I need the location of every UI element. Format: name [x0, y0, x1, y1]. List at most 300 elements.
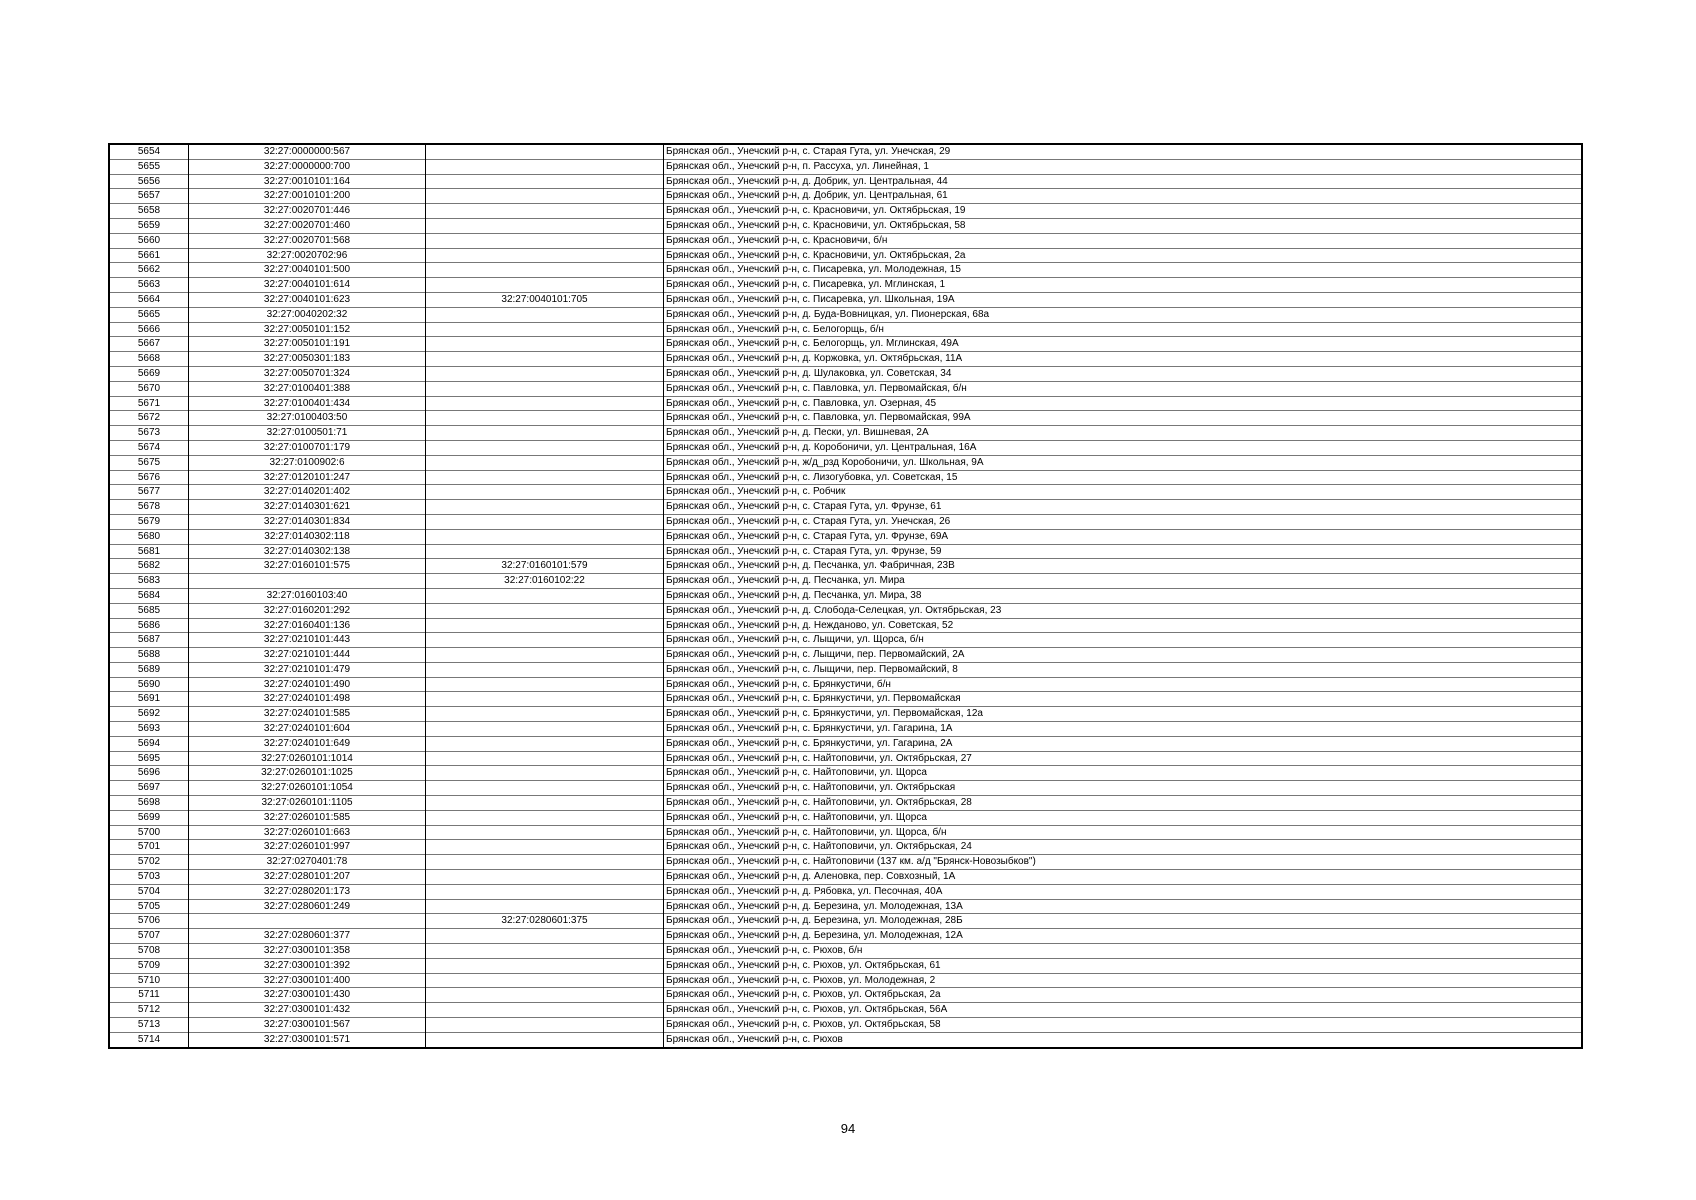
cadastral-number-cell: 32:27:0260101:1054: [189, 781, 426, 796]
table-row: [109, 796, 1582, 811]
table-row: [109, 218, 1582, 233]
cadastral-number-cell: 32:27:0140302:138: [189, 544, 426, 559]
cadastral-number-cell: 32:27:0140201:402: [189, 485, 426, 500]
cadastral-number-cell: 32:27:0010101:200: [189, 189, 426, 204]
row-number-cell: 5698: [109, 796, 189, 811]
address-cell: Брянская обл., Унечский р-н, д. Слобода-Селецкая, ул. Октябрьская, 23: [664, 603, 1583, 618]
address-cell: Брянская обл., Унечский р-н, с. Рюхов: [664, 1032, 1583, 1047]
table-row: [109, 648, 1582, 663]
related-cadastral-number-cell: [426, 766, 664, 781]
cadastral-number-cell: 32:27:0300101:358: [189, 944, 426, 959]
row-number-cell: 5669: [109, 366, 189, 381]
address-cell: Брянская обл., Унечский р-н, с. Найтоповичи, ул. Щорса: [664, 810, 1583, 825]
row-number-cell: 5686: [109, 618, 189, 633]
related-cadastral-number-cell: [426, 189, 664, 204]
row-number-cell: 5683: [109, 574, 189, 589]
table-row: [109, 899, 1582, 914]
table-row: [109, 322, 1582, 337]
related-cadastral-number-cell: [426, 544, 664, 559]
address-cell: Брянская обл., Унечский р-н, с. Рюхов, ул. Октябрьская, 2а: [664, 988, 1583, 1003]
address-cell: Брянская обл., Унечский р-н, с. Брянкустичи, ул. Гагарина, 1А: [664, 722, 1583, 737]
table-row: [109, 544, 1582, 559]
address-cell: Брянская обл., Унечский р-н, д. Пески, ул. Вишневая, 2А: [664, 426, 1583, 441]
cadastral-number-cell: 32:27:0100403:50: [189, 411, 426, 426]
address-cell: Брянская обл., Унечский р-н, д. Добрик, ул. Центральная, 61: [664, 189, 1583, 204]
row-number-cell: 5710: [109, 973, 189, 988]
address-cell: Брянская обл., Унечский р-н, с. Лизогубовка, ул. Советская, 15: [664, 470, 1583, 485]
table-row: [109, 781, 1582, 796]
row-number-cell: 5665: [109, 307, 189, 322]
cadastral-number-cell: 32:27:0240101:604: [189, 722, 426, 737]
address-cell: Брянская обл., Унечский р-н, с. Брянкустичи, ул. Гагарина, 2А: [664, 736, 1583, 751]
row-number-cell: 5695: [109, 751, 189, 766]
related-cadastral-number-cell: [426, 929, 664, 944]
row-number-cell: 5656: [109, 174, 189, 189]
related-cadastral-number-cell: [426, 944, 664, 959]
row-number-cell: 5684: [109, 588, 189, 603]
cadastral-number-cell: 32:27:0050101:152: [189, 322, 426, 337]
related-cadastral-number-cell: [426, 426, 664, 441]
cadastral-number-cell: [189, 914, 426, 929]
address-cell: Брянская обл., Унечский р-н, с. Павловка, ул. Первомайская, б/н: [664, 381, 1583, 396]
address-cell: Брянская обл., Унечский р-н, с. Найтоповичи, ул. Октябрьская, 27: [664, 751, 1583, 766]
row-number-cell: 5708: [109, 944, 189, 959]
row-number-cell: 5677: [109, 485, 189, 500]
row-number-cell: 5685: [109, 603, 189, 618]
cadastral-number-cell: 32:27:0140301:834: [189, 514, 426, 529]
cadastral-number-cell: [189, 574, 426, 589]
cadastral-number-cell: 32:27:0140301:621: [189, 500, 426, 515]
cadastral-number-cell: 32:27:0210101:479: [189, 662, 426, 677]
row-number-cell: 5671: [109, 396, 189, 411]
cadastral-number-cell: 32:27:0240101:490: [189, 677, 426, 692]
address-cell: Брянская обл., Унечский р-н, с. Найтоповичи, ул. Щорса, б/н: [664, 825, 1583, 840]
row-number-cell: 5701: [109, 840, 189, 855]
related-cadastral-number-cell: [426, 973, 664, 988]
address-cell: Брянская обл., Унечский р-н, с. Павловка, ул. Озерная, 45: [664, 396, 1583, 411]
address-cell: Брянская обл., Унечский р-н, с. Лыщичи, пер. Первомайский, 2А: [664, 648, 1583, 663]
row-number-cell: 5709: [109, 958, 189, 973]
address-cell: Брянская обл., Унечский р-н, с. Брянкустичи, ул. Первомайская, 12а: [664, 707, 1583, 722]
table-row: [109, 307, 1582, 322]
related-cadastral-number-cell: [426, 1003, 664, 1018]
address-cell: Брянская обл., Унечский р-н, д. Песчанка, ул. Мира, 38: [664, 588, 1583, 603]
related-cadastral-number-cell: [426, 204, 664, 219]
related-cadastral-number-cell: [426, 263, 664, 278]
table-row: [109, 855, 1582, 870]
cadastral-number-cell: 32:27:0260101:1014: [189, 751, 426, 766]
related-cadastral-number-cell: [426, 662, 664, 677]
related-cadastral-number-cell: [426, 233, 664, 248]
related-cadastral-number-cell: [426, 633, 664, 648]
related-cadastral-number-cell: [426, 307, 664, 322]
cadastral-number-cell: 32:27:0000000:567: [189, 144, 426, 159]
cadastral-number-cell: 32:27:0160103:40: [189, 588, 426, 603]
cadastral-number-cell: 32:27:0300101:567: [189, 1018, 426, 1033]
cadastral-number-cell: 32:27:0020702:96: [189, 248, 426, 263]
address-cell: Брянская обл., Унечский р-н, д. Коржовка, ул. Октябрьская, 11А: [664, 352, 1583, 367]
cadastral-number-cell: 32:27:0020701:446: [189, 204, 426, 219]
address-cell: Брянская обл., Унечский р-н, д. Добрик, ул. Центральная, 44: [664, 174, 1583, 189]
related-cadastral-number-cell: [426, 174, 664, 189]
address-cell: Брянская обл., Унечский р-н, с. Писаревка, ул. Молодежная, 15: [664, 263, 1583, 278]
row-number-cell: 5700: [109, 825, 189, 840]
cadastral-number-cell: 32:27:0100401:434: [189, 396, 426, 411]
row-number-cell: 5673: [109, 426, 189, 441]
row-number-cell: 5675: [109, 455, 189, 470]
row-number-cell: 5662: [109, 263, 189, 278]
related-cadastral-number-cell: [426, 218, 664, 233]
table-row: [109, 455, 1582, 470]
related-cadastral-number-cell: [426, 958, 664, 973]
related-cadastral-number-cell: [426, 455, 664, 470]
related-cadastral-number-cell: [426, 588, 664, 603]
row-number-cell: 5678: [109, 500, 189, 515]
table-row: [109, 174, 1582, 189]
cadastral-number-cell: 32:27:0050701:324: [189, 366, 426, 381]
cadastral-number-cell: 32:27:0280601:249: [189, 899, 426, 914]
cadastral-number-cell: 32:27:0040101:623: [189, 292, 426, 307]
related-cadastral-number-cell: 32:27:0160101:579: [426, 559, 664, 574]
address-cell: Брянская обл., Унечский р-н, с. Брянкустичи, ул. Первомайская: [664, 692, 1583, 707]
table-row: [109, 603, 1582, 618]
table-row: [109, 618, 1582, 633]
address-cell: Брянская обл., Унечский р-н, д. Песчанка, ул. Фабричная, 23В: [664, 559, 1583, 574]
table-row: [109, 559, 1582, 574]
related-cadastral-number-cell: [426, 722, 664, 737]
address-cell: Брянская обл., Унечский р-н, с. Найтоповичи, ул. Щорса: [664, 766, 1583, 781]
table-row: [109, 529, 1582, 544]
cadastral-number-cell: 32:27:0300101:571: [189, 1032, 426, 1047]
address-cell: Брянская обл., Унечский р-н, д. Рябовка, ул. Песочная, 40А: [664, 884, 1583, 899]
table-row: [109, 381, 1582, 396]
cadastral-number-cell: 32:27:0050301:183: [189, 352, 426, 367]
cadastral-number-cell: 32:27:0040202:32: [189, 307, 426, 322]
address-cell: Брянская обл., Унечский р-н, д. Нежданово, ул. Советская, 52: [664, 618, 1583, 633]
address-cell: Брянская обл., Унечский р-н, с. Старая Гута, ул. Унечская, 29: [664, 144, 1583, 159]
address-cell: Брянская обл., Унечский р-н, с. Рюхов, ул. Молодежная, 2: [664, 973, 1583, 988]
table-row: [109, 248, 1582, 263]
cadastral-number-cell: 32:27:0100902:6: [189, 455, 426, 470]
address-cell: Брянская обл., Унечский р-н, с. Красновичи, ул. Октябрьская, 2а: [664, 248, 1583, 263]
row-number-cell: 5696: [109, 766, 189, 781]
table-row: [109, 411, 1582, 426]
table-row: [109, 1003, 1582, 1018]
address-cell: Брянская обл., Унечский р-н, с. Рюхов, б/н: [664, 944, 1583, 959]
cadastral-number-cell: 32:27:0240101:649: [189, 736, 426, 751]
table-row: [109, 633, 1582, 648]
related-cadastral-number-cell: [426, 470, 664, 485]
row-number-cell: 5693: [109, 722, 189, 737]
row-number-cell: 5660: [109, 233, 189, 248]
row-number-cell: 5664: [109, 292, 189, 307]
related-cadastral-number-cell: [426, 825, 664, 840]
table-row: [109, 884, 1582, 899]
related-cadastral-number-cell: 32:27:0160102:22: [426, 574, 664, 589]
address-cell: Брянская обл., Унечский р-н, д. Аленовка, пер. Совхозный, 1А: [664, 870, 1583, 885]
row-number-cell: 5703: [109, 870, 189, 885]
address-cell: Брянская обл., Унечский р-н, д. Шулаковка, ул. Советская, 34: [664, 366, 1583, 381]
cadastral-number-cell: 32:27:0210101:444: [189, 648, 426, 663]
related-cadastral-number-cell: [426, 736, 664, 751]
table-row: [109, 929, 1582, 944]
table-row: [109, 825, 1582, 840]
cadastral-number-cell: 32:27:0120101:247: [189, 470, 426, 485]
table-row: [109, 426, 1582, 441]
related-cadastral-number-cell: [426, 781, 664, 796]
row-number-cell: 5705: [109, 899, 189, 914]
row-number-cell: 5713: [109, 1018, 189, 1033]
table-row: [109, 692, 1582, 707]
row-number-cell: 5702: [109, 855, 189, 870]
address-cell: Брянская обл., Унечский р-н, с. Писаревка, ул. Мглинская, 1: [664, 278, 1583, 293]
cadastral-number-cell: 32:27:0300101:432: [189, 1003, 426, 1018]
table-row: [109, 1018, 1582, 1033]
row-number-cell: 5670: [109, 381, 189, 396]
row-number-cell: 5668: [109, 352, 189, 367]
cadastral-number-cell: 32:27:0160401:136: [189, 618, 426, 633]
cadastral-number-cell: 32:27:0260101:585: [189, 810, 426, 825]
address-cell: Брянская обл., Унечский р-н, с. Найтоповичи, ул. Октябрьская: [664, 781, 1583, 796]
cadastral-number-cell: 32:27:0020701:568: [189, 233, 426, 248]
address-cell: Брянская обл., Унечский р-н, с. Лыщичи, ул. Щорса, б/н: [664, 633, 1583, 648]
registry-table: [108, 143, 1583, 1049]
row-number-cell: 5691: [109, 692, 189, 707]
address-cell: Брянская обл., Унечский р-н, с. Найтоповичи (137 км. а/д "Брянск-Новозыбков"): [664, 855, 1583, 870]
related-cadastral-number-cell: [426, 1018, 664, 1033]
row-number-cell: 5714: [109, 1032, 189, 1047]
address-cell: Брянская обл., Унечский р-н, с. Найтоповичи, ул. Октябрьская, 24: [664, 840, 1583, 855]
row-number-cell: 5667: [109, 337, 189, 352]
address-cell: Брянская обл., Унечский р-н, ж/д_рзд Коробоничи, ул. Школьная, 9А: [664, 455, 1583, 470]
registry-table-body: [109, 144, 1582, 1048]
row-number-cell: 5674: [109, 440, 189, 455]
row-number-cell: 5654: [109, 144, 189, 159]
cadastral-number-cell: 32:27:0140302:118: [189, 529, 426, 544]
row-number-cell: 5692: [109, 707, 189, 722]
table-row: [109, 766, 1582, 781]
related-cadastral-number-cell: [426, 751, 664, 766]
table-row: [109, 588, 1582, 603]
address-cell: Брянская обл., Унечский р-н, с. Красновичи, ул. Октябрьская, 19: [664, 204, 1583, 219]
address-cell: Брянская обл., Унечский р-н, с. Красновичи, б/н: [664, 233, 1583, 248]
related-cadastral-number-cell: 32:27:0040101:705: [426, 292, 664, 307]
table-row: [109, 722, 1582, 737]
row-number-cell: 5706: [109, 914, 189, 929]
table-row: [109, 440, 1582, 455]
related-cadastral-number-cell: [426, 337, 664, 352]
cadastral-number-cell: 32:27:0100401:388: [189, 381, 426, 396]
related-cadastral-number-cell: [426, 440, 664, 455]
table-row: [109, 278, 1582, 293]
related-cadastral-number-cell: [426, 603, 664, 618]
cadastral-number-cell: 32:27:0260101:1105: [189, 796, 426, 811]
table-row: [109, 944, 1582, 959]
related-cadastral-number-cell: 32:27:0280601:375: [426, 914, 664, 929]
table-row: [109, 988, 1582, 1003]
table-row: [109, 751, 1582, 766]
related-cadastral-number-cell: [426, 500, 664, 515]
related-cadastral-number-cell: [426, 529, 664, 544]
cadastral-number-cell: 32:27:0160201:292: [189, 603, 426, 618]
address-cell: Брянская обл., Унечский р-н, с. Старая Гута, ул. Фрунзе, 59: [664, 544, 1583, 559]
related-cadastral-number-cell: [426, 159, 664, 174]
address-cell: Брянская обл., Унечский р-н, с. Робчик: [664, 485, 1583, 500]
address-cell: Брянская обл., Унечский р-н, с. Рюхов, ул. Октябрьская, 58: [664, 1018, 1583, 1033]
row-number-cell: 5711: [109, 988, 189, 1003]
table-row: [109, 352, 1582, 367]
page-number: 94: [840, 1121, 856, 1136]
cadastral-number-cell: 32:27:0040101:614: [189, 278, 426, 293]
row-number-cell: 5666: [109, 322, 189, 337]
table-row: [109, 810, 1582, 825]
cadastral-number-cell: 32:27:0280201:173: [189, 884, 426, 899]
table-row: [109, 159, 1582, 174]
table-row: [109, 366, 1582, 381]
cadastral-number-cell: 32:27:0280101:207: [189, 870, 426, 885]
address-cell: Брянская обл., Унечский р-н, с. Павловка, ул. Первомайская, 99А: [664, 411, 1583, 426]
row-number-cell: 5707: [109, 929, 189, 944]
address-cell: Брянская обл., Унечский р-н, с. Белогорщь, ул. Мглинская, 49А: [664, 337, 1583, 352]
table-row: [109, 263, 1582, 278]
cadastral-number-cell: 32:27:0100701:179: [189, 440, 426, 455]
address-cell: Брянская обл., Унечский р-н, с. Рюхов, ул. Октябрьская, 56А: [664, 1003, 1583, 1018]
table-row: [109, 189, 1582, 204]
cadastral-number-cell: 32:27:0240101:585: [189, 707, 426, 722]
address-cell: Брянская обл., Унечский р-н, п. Рассуха, ул. Линейная, 1: [664, 159, 1583, 174]
related-cadastral-number-cell: [426, 884, 664, 899]
cadastral-number-cell: 32:27:0260101:663: [189, 825, 426, 840]
table-row: [109, 204, 1582, 219]
related-cadastral-number-cell: [426, 248, 664, 263]
related-cadastral-number-cell: [426, 396, 664, 411]
address-cell: Брянская обл., Унечский р-н, с. Старая Гута, ул. Фрунзе, 61: [664, 500, 1583, 515]
cadastral-number-cell: 32:27:0240101:498: [189, 692, 426, 707]
address-cell: Брянская обл., Унечский р-н, с. Красновичи, ул. Октябрьская, 58: [664, 218, 1583, 233]
table-row: [109, 485, 1582, 500]
table-row: [109, 973, 1582, 988]
related-cadastral-number-cell: [426, 144, 664, 159]
cadastral-number-cell: 32:27:0010101:164: [189, 174, 426, 189]
cadastral-number-cell: 32:27:0050101:191: [189, 337, 426, 352]
cadastral-number-cell: 32:27:0300101:400: [189, 973, 426, 988]
cadastral-number-cell: 32:27:0300101:430: [189, 988, 426, 1003]
row-number-cell: 5689: [109, 662, 189, 677]
related-cadastral-number-cell: [426, 692, 664, 707]
related-cadastral-number-cell: [426, 796, 664, 811]
table-row: [109, 396, 1582, 411]
related-cadastral-number-cell: [426, 278, 664, 293]
cadastral-number-cell: 32:27:0100501:71: [189, 426, 426, 441]
table-row: [109, 514, 1582, 529]
table-row: [109, 470, 1582, 485]
row-number-cell: 5690: [109, 677, 189, 692]
row-number-cell: 5712: [109, 1003, 189, 1018]
address-cell: Брянская обл., Унечский р-н, с. Лыщичи, пер. Первомайский, 8: [664, 662, 1583, 677]
related-cadastral-number-cell: [426, 618, 664, 633]
cadastral-number-cell: 32:27:0020701:460: [189, 218, 426, 233]
cadastral-number-cell: 32:27:0160101:575: [189, 559, 426, 574]
table-row: [109, 144, 1582, 159]
row-number-cell: 5663: [109, 278, 189, 293]
related-cadastral-number-cell: [426, 411, 664, 426]
related-cadastral-number-cell: [426, 707, 664, 722]
cadastral-number-cell: 32:27:0040101:500: [189, 263, 426, 278]
related-cadastral-number-cell: [426, 810, 664, 825]
related-cadastral-number-cell: [426, 677, 664, 692]
related-cadastral-number-cell: [426, 485, 664, 500]
related-cadastral-number-cell: [426, 840, 664, 855]
address-cell: Брянская обл., Унечский р-н, д. Буда-Вовницкая, ул. Пионерская, 68а: [664, 307, 1583, 322]
table-row: [109, 1032, 1582, 1047]
address-cell: Брянская обл., Унечский р-н, д. Коробоничи, ул. Центральная, 16А: [664, 440, 1583, 455]
related-cadastral-number-cell: [426, 381, 664, 396]
row-number-cell: 5672: [109, 411, 189, 426]
row-number-cell: 5657: [109, 189, 189, 204]
row-number-cell: 5681: [109, 544, 189, 559]
related-cadastral-number-cell: [426, 855, 664, 870]
row-number-cell: 5694: [109, 736, 189, 751]
address-cell: Брянская обл., Унечский р-н, д. Березина, ул. Молодежная, 28Б: [664, 914, 1583, 929]
address-cell: Брянская обл., Унечский р-н, с. Старая Гута, ул. Унечская, 26: [664, 514, 1583, 529]
row-number-cell: 5682: [109, 559, 189, 574]
table-row: [109, 337, 1582, 352]
row-number-cell: 5699: [109, 810, 189, 825]
related-cadastral-number-cell: [426, 899, 664, 914]
table-row: [109, 662, 1582, 677]
address-cell: Брянская обл., Унечский р-н, с. Белогорщь, б/н: [664, 322, 1583, 337]
row-number-cell: 5658: [109, 204, 189, 219]
cadastral-number-cell: 32:27:0300101:392: [189, 958, 426, 973]
row-number-cell: 5661: [109, 248, 189, 263]
row-number-cell: 5697: [109, 781, 189, 796]
table-row: [109, 292, 1582, 307]
row-number-cell: 5704: [109, 884, 189, 899]
cadastral-number-cell: 32:27:0210101:443: [189, 633, 426, 648]
related-cadastral-number-cell: [426, 648, 664, 663]
related-cadastral-number-cell: [426, 514, 664, 529]
related-cadastral-number-cell: [426, 988, 664, 1003]
table-row: [109, 233, 1582, 248]
table-row: [109, 914, 1582, 929]
related-cadastral-number-cell: [426, 870, 664, 885]
table-row: [109, 500, 1582, 515]
address-cell: Брянская обл., Унечский р-н, с. Брянкустичи, б/н: [664, 677, 1583, 692]
row-number-cell: 5659: [109, 218, 189, 233]
table-row: [109, 574, 1582, 589]
cadastral-number-cell: 32:27:0260101:997: [189, 840, 426, 855]
related-cadastral-number-cell: [426, 366, 664, 381]
address-cell: Брянская обл., Унечский р-н, с. Найтоповичи, ул. Октябрьская, 28: [664, 796, 1583, 811]
related-cadastral-number-cell: [426, 322, 664, 337]
related-cadastral-number-cell: [426, 1032, 664, 1047]
table-row: [109, 870, 1582, 885]
row-number-cell: 5679: [109, 514, 189, 529]
cadastral-number-cell: 32:27:0260101:1025: [189, 766, 426, 781]
address-cell: Брянская обл., Унечский р-н, д. Березина, ул. Молодежная, 13А: [664, 899, 1583, 914]
related-cadastral-number-cell: [426, 352, 664, 367]
table-row: [109, 840, 1582, 855]
cadastral-number-cell: 32:27:0270401:78: [189, 855, 426, 870]
cadastral-number-cell: 32:27:0000000:700: [189, 159, 426, 174]
address-cell: Брянская обл., Унечский р-н, с. Писаревка, ул. Школьная, 19А: [664, 292, 1583, 307]
table-row: [109, 677, 1582, 692]
address-cell: Брянская обл., Унечский р-н, с. Рюхов, ул. Октябрьская, 61: [664, 958, 1583, 973]
row-number-cell: 5655: [109, 159, 189, 174]
address-cell: Брянская обл., Унечский р-н, д. Березина, ул. Молодежная, 12А: [664, 929, 1583, 944]
row-number-cell: 5680: [109, 529, 189, 544]
row-number-cell: 5687: [109, 633, 189, 648]
